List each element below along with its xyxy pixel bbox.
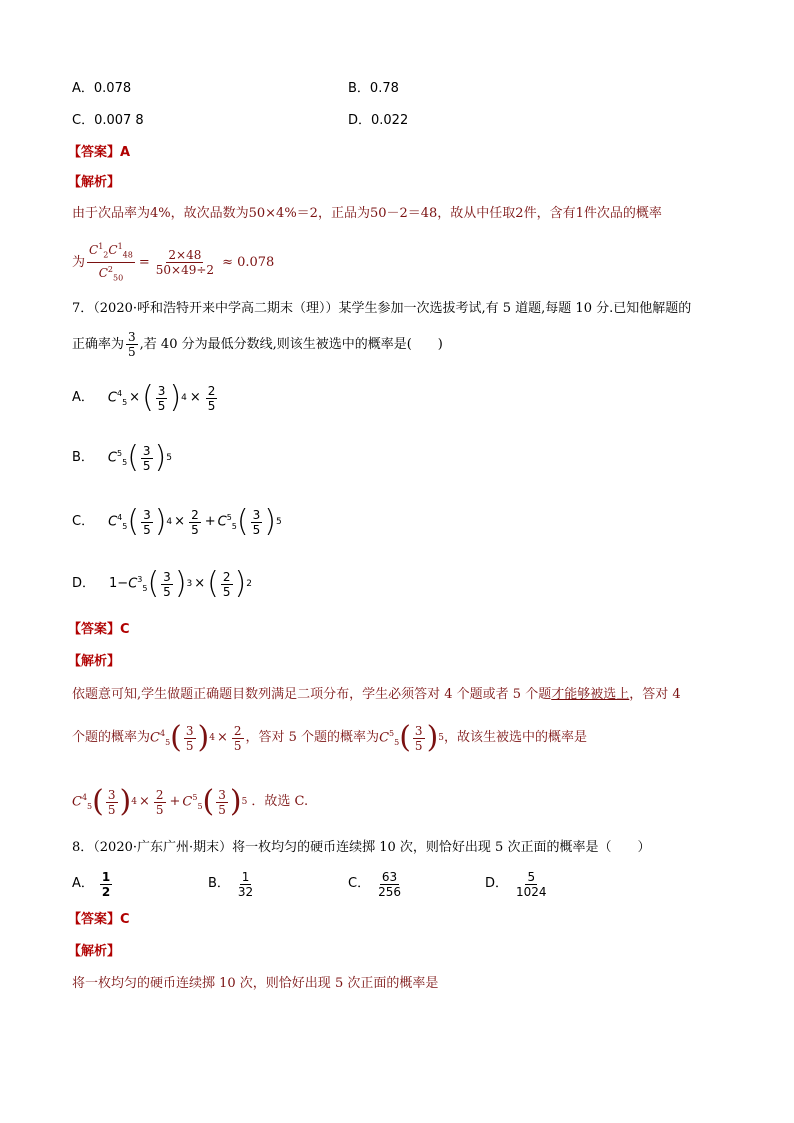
q8-answer: 【答案】C [68, 912, 130, 927]
q8-option-b: B． $\frac{1}{32}$ [208, 869, 254, 899]
q8-option-c: C． $\frac{63}{256}$ [348, 869, 401, 899]
q8-stem: 8．（2020·广东广州·期末）将一枚均匀的硬币连续掷 10 次，则恰好出现 5 次正面的概率是（ ） [72, 840, 651, 855]
q8-explanation-tag: 【解析】 [68, 944, 121, 959]
q6-result: ≈ 0.078 [222, 254, 275, 270]
q7-stem-line2: 正确率为 $\frac{3}{5}$ ,若 40 分为最低分数线,则该生被选中的概率是( ) [72, 330, 443, 359]
q6-option-a: A．0.078 [72, 81, 132, 96]
q7-option-c: C． $C^4_5$ ( $\frac{3}{5}$ ) 4 × $\frac{2}{5}$ + $C^5_5$ ( $\frac{3}{5}$ ) 5 [72, 504, 282, 539]
q6-combination-fraction: $\frac{C^1_2C^1_{48}}{C^2_{50}}$ [89, 242, 133, 283]
q7-explanation-line2: 个题的概率为 $C^4_5$ ( $\frac{3}{5}$ ) 4 × $\frac{2}{5}$ ，答对 5 个题的概率为 $C^5_5$ ( $\frac{3}{5}$ ) 5 ，故该生被选中的概率是 [72, 720, 588, 755]
q6-answer: 【答案】A [68, 145, 131, 160]
q7-explanation-line3: $C^4_5$ ( $\frac{3}{5}$ ) 4 × $\frac{2}{5}$ + $C^5_5$ ( $\frac{3}{5}$ ) 5 ．故选 C. [72, 784, 309, 819]
q6-option-b: B．0.78 [348, 81, 399, 96]
q6-explanation-tag: 【解析】 [68, 175, 121, 190]
q7-answer: 【答案】C [68, 622, 130, 637]
q7-explanation-line1: 依题意可知,学生做题正确题目数列满足二项分布，学生必须答对 4 个题或者 5 个题才能够被选上，答对 4 [72, 687, 681, 702]
q6-expl-prefix: 为 [72, 254, 86, 270]
q7-option-a: A． $C^4_5$ × ( $\frac{3}{5}$ ) 4 × $\frac{2}{5}$ [72, 380, 216, 415]
q7-stem-suffix: ,若 40 分为最低分数线,则该生被选中的概率是( ) [139, 336, 443, 352]
q6-frac-num: 2×48 [168, 248, 202, 263]
q6-option-c: C．0.007 8 [72, 113, 144, 128]
q6-explanation-line2: 为 $\frac{C^1_2C^1_{48}}{C^2_{50}}$ = $\frac{2\times 48}{50\times 49\div 2}$ ≈ 0.078 [72, 240, 274, 286]
q6-frac-den: 50×49÷2 [155, 263, 215, 278]
q8-option-d: D． $\frac{5}{1024}$ [485, 869, 547, 899]
q6-explanation-line1: 由于次品率为4%，故次品数为50×4%＝2，正品为50－2＝48，故从中任取2件，含有1件次品的概率 [72, 206, 662, 221]
q7-option-d: D． 1− $C^3_5$ ( $\frac{3}{5}$ ) 3 × ( $\frac{2}{5}$ ) 2 [72, 566, 252, 601]
q8-option-a: A． $\frac{1}{2}$ [72, 869, 111, 899]
q6-value-fraction [154, 248, 216, 277]
q7-option-b: B． $C^5_5$ ( $\frac{3}{5}$ ) 5 [72, 440, 172, 475]
q8-explanation-line1: 将一枚均匀的硬币连续掷 10 次，则恰好出现 5 次正面的概率是 [72, 976, 439, 991]
q7-explanation-tag: 【解析】 [68, 654, 121, 669]
q6-option-d: D．0.022 [348, 113, 409, 128]
q7-stem-line1: 7．（2020·呼和浩特开来中学高二期末（理））某学生参加一次选拔考试,有 5 道题,每题 10 分.已知他解题的 [72, 301, 692, 316]
q7-stem-prefix: 正确率为 [72, 336, 125, 352]
